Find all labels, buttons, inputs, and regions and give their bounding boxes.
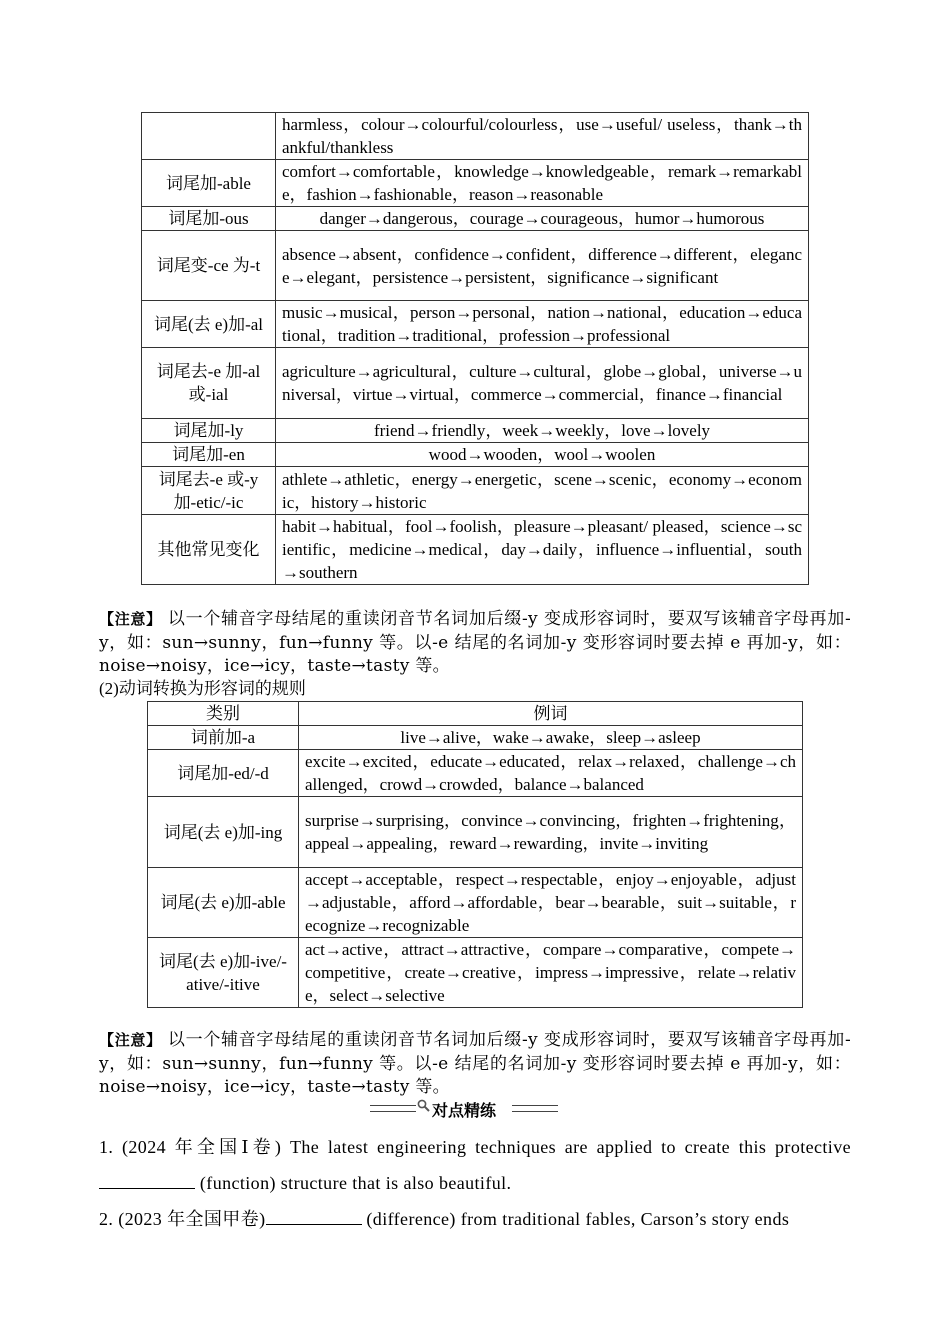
examples-cell: athlete→athletic，energy→energetic，scene→scenic，economy→economic，history→historic xyxy=(276,467,809,515)
category-cell: 词尾去-e 或-y 加-etic/-ic xyxy=(142,467,276,515)
examples-cell: habit→habitual，fool→foolish，pleasure→pleasant/ pleased，science→scientific，medicine→medical，day→daily，influence→influential，south→southern xyxy=(276,515,809,585)
table-row xyxy=(142,207,809,231)
examples-cell: excite→excited，educate→educated，relax→relaxed，challenge→challenged，crowd→crowded，balance→balanced xyxy=(299,750,803,797)
note-paragraph xyxy=(99,608,851,679)
header-examples: 例词 xyxy=(299,702,803,726)
category-cell: 词尾(去 e)加-able xyxy=(148,868,299,938)
note-label: 【注意】 xyxy=(99,1031,162,1049)
examples-cell: danger→dangerous，courage→courageous，humor→humorous xyxy=(276,207,809,231)
table-row xyxy=(142,301,809,348)
table-row xyxy=(148,726,803,750)
table-row xyxy=(148,938,803,1008)
practice-heading xyxy=(370,1097,560,1123)
noun-to-adjective-table xyxy=(141,112,809,585)
table-row xyxy=(142,113,809,160)
examples-cell: agriculture→agricultural，culture→cultural，globe→global，universe→universal，virtue→virtual，commerce→commercial，finance→financial xyxy=(276,348,809,419)
category-cell: 词尾加-ous xyxy=(142,207,276,231)
heading-right-rule xyxy=(512,1105,558,1112)
table-row xyxy=(142,231,809,301)
examples-cell: friend→friendly，week→weekly，love→lovely xyxy=(276,419,809,443)
category-cell xyxy=(142,113,276,160)
table-row xyxy=(142,515,809,585)
note-paragraph xyxy=(99,1029,851,1100)
heading-left-rule xyxy=(370,1105,416,1112)
table-row xyxy=(142,443,809,467)
table-row xyxy=(142,348,809,419)
header-category: 类别 xyxy=(148,702,299,726)
table-row xyxy=(148,750,803,797)
question-1 xyxy=(99,1129,851,1201)
examples-cell: act→active，attract→attractive，compare→comparative，compete→competitive，create→creative，impress→impressive，relate→relative，select→selective xyxy=(299,938,803,1008)
table-row xyxy=(142,160,809,207)
note-label: 【注意】 xyxy=(99,610,162,628)
note-text: 以一个辅音字母结尾的重读闭音节名词加后缀-y 变成形容词时，要双写该辅音字母再加-y，如：sun→sunny，fun→funny 等。以-e 结尾的名词加-y 变形容词时要去掉 e 再加-y，如：noise→noisy，ice→icy，taste→tasty 等。 xyxy=(99,609,851,676)
category-cell: 词尾加-able xyxy=(142,160,276,207)
examples-cell: accept→acceptable，respect→respectable，enjoy→enjoyable，adjust→adjustable，afford→affordable，bear→bearable，suit→suitable，recognize→recognizable xyxy=(299,868,803,938)
examples-cell: comfort→comfortable，knowledge→knowledgeable，remark→remarkable，fashion→fashionable，reason→reasonable xyxy=(276,160,809,207)
examples-cell: surprise→surprising，convince→convincing，frighten→frightening，appeal→appealing，reward→rewarding，invite→inviting xyxy=(299,797,803,868)
answer-blank-2[interactable] xyxy=(266,1207,362,1225)
category-cell: 词前加-a xyxy=(148,726,299,750)
question-1-suffix: (function) structure that is also beautiful. xyxy=(195,1173,512,1193)
table-row xyxy=(148,868,803,938)
category-cell: 词尾加-ed/-d xyxy=(148,750,299,797)
category-cell: 其他常见变化 xyxy=(142,515,276,585)
category-cell: 词尾(去 e)加-ing xyxy=(148,797,299,868)
question-2-prefix: 2. (2023 年全国甲卷) xyxy=(99,1209,266,1229)
category-cell: 词尾去-e 加-al 或-ial xyxy=(142,348,276,419)
verb-to-adjective-table xyxy=(147,701,803,1008)
section-title: (2)动词转换为形容词的规则 xyxy=(99,679,306,698)
examples-cell: live→alive，wake→awake，sleep→asleep xyxy=(299,726,803,750)
category-cell: 词尾(去 e)加-al xyxy=(142,301,276,348)
examples-cell: harmless，colour→colourful/colourless，use→useful/ useless，thank→thankful/thankless xyxy=(276,113,809,160)
note-text: 以一个辅音字母结尾的重读闭音节名词加后缀-y 变成形容词时，要双写该辅音字母再加-y，如：sun→sunny，fun→funny 等。以-e 结尾的名词加-y 变形容词时要去掉 e 再加-y，如：noise→noisy，ice→icy，taste→tasty 等。 xyxy=(99,1030,851,1097)
category-cell: 词尾(去 e)加-ive/-ative/-itive xyxy=(148,938,299,1008)
examples-cell: music→musical，person→personal，nation→national，education→educational，tradition→traditional，profession→professional xyxy=(276,301,809,348)
table-row xyxy=(142,467,809,515)
examples-cell: wood→wooden，wool→woolen xyxy=(276,443,809,467)
table-row xyxy=(142,419,809,443)
question-2 xyxy=(99,1201,851,1237)
category-cell: 词尾加-en xyxy=(142,443,276,467)
table-header-row xyxy=(148,702,803,726)
magnifier-icon xyxy=(417,1099,430,1112)
question-2-suffix: (difference) from traditional fables, Carson’s story ends xyxy=(361,1209,790,1229)
category-cell: 词尾变-ce 为-t xyxy=(142,231,276,301)
answer-blank-1[interactable] xyxy=(99,1171,195,1189)
practice-title: 对点精练 xyxy=(432,1101,497,1120)
category-cell: 词尾加-ly xyxy=(142,419,276,443)
table-row xyxy=(148,797,803,868)
examples-cell: absence→absent，confidence→confident，difference→different，elegance→elegant，persistence→persistent，significance→significant xyxy=(276,231,809,301)
question-1-prefix: 1. (2024 年全国Ⅰ卷) The latest engineering techniques are applied to create this protective xyxy=(99,1137,851,1157)
